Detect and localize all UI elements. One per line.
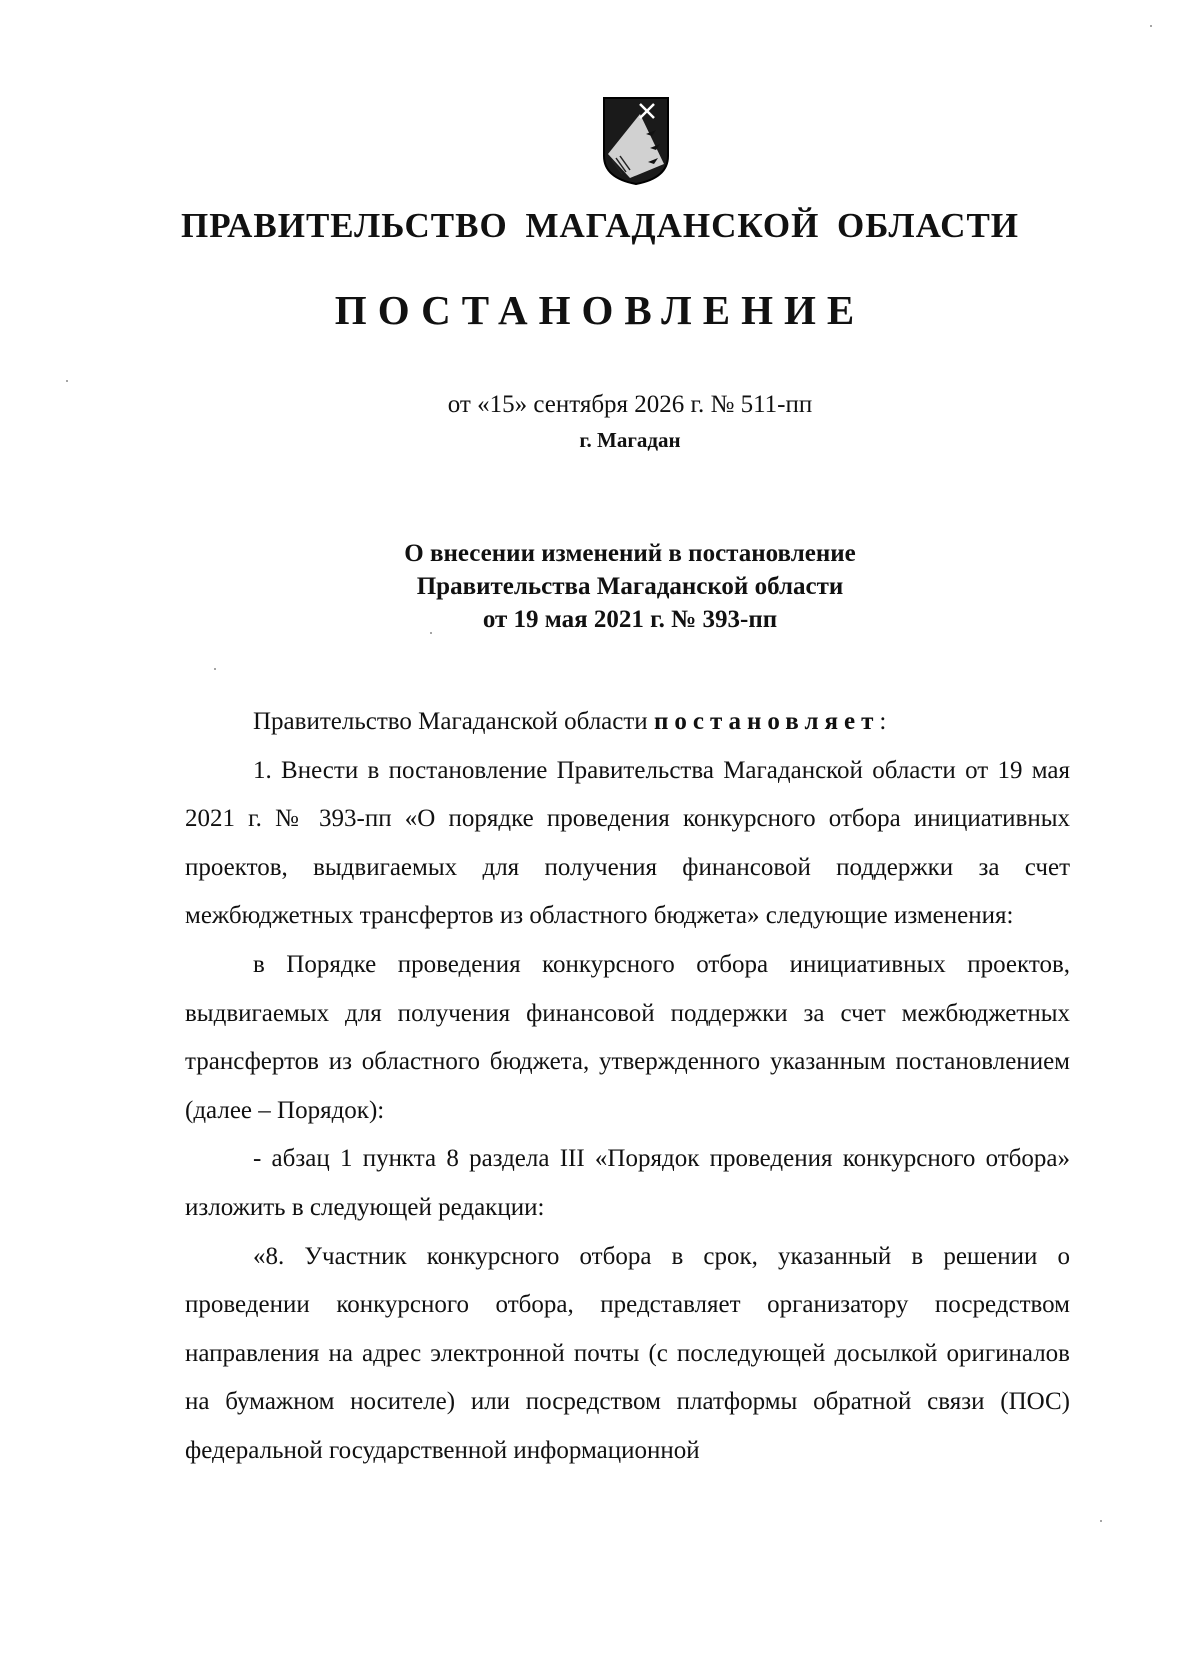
body-paragraph: 1. Внести в постановление Правительства Магаданской области от 19 мая 2021 г. № 393-пп «О порядке проведения конкурсного отбора инициативных проектов, выдвигаемых для получения финансовой поддержки за счет межбюджетных трансфертов из областного бюджета» следующие изменения: bbox=[185, 756, 1070, 930]
intro-paragraph bbox=[185, 698, 1070, 747]
scan-speck bbox=[66, 380, 68, 382]
document-date-number: от «15» сентября 2026 г. № 511-пп bbox=[447, 391, 813, 418]
scan-speck bbox=[430, 632, 432, 634]
document-subject bbox=[0, 537, 1200, 636]
document-type: ПОСТАНОВЛЕНИЕ bbox=[334, 287, 866, 333]
intro-text: Правительство Магаданской области bbox=[253, 708, 648, 735]
body-paragraph: - абзац 1 пункта 8 раздела III «Порядок проведения конкурсного отбора» изложить в следующей редакции: bbox=[185, 1145, 1070, 1221]
scan-speck bbox=[1150, 25, 1152, 27]
coat-of-arms-icon bbox=[600, 94, 672, 186]
intro-keyword: постановляет bbox=[653, 708, 880, 735]
organization-title: ПРАВИТЕЛЬСТВО МАГАДАНСКОЙ ОБЛАСТИ bbox=[180, 206, 1020, 245]
subject-line: от 19 мая 2021 г. № 393-пп bbox=[482, 606, 778, 633]
scan-speck bbox=[214, 668, 216, 670]
document-body bbox=[185, 698, 1070, 1476]
intro-colon: : bbox=[879, 708, 887, 735]
body-paragraph: «8. Участник конкурсного отбора в срок, указанный в решении о проведении конкурсного отбора, представляет организатору посредством направления на адрес электронной почты (с последующей досылкой оригиналов на бумажном носителе) или посредством платформы обратной связи (ПОС) федеральной государственной информационной bbox=[185, 1242, 1070, 1464]
document-city: г. Магадан bbox=[579, 428, 681, 452]
subject-line: О внесении изменений в постановление bbox=[404, 540, 856, 567]
body-paragraph: в Порядке проведения конкурсного отбора инициативных проектов, выдвигаемых для получения финансовой поддержки за счет межбюджетных трансфертов из областного бюджета, утвержденного указанным постановлением (далее – Порядок): bbox=[185, 950, 1070, 1124]
scan-speck bbox=[1100, 1520, 1102, 1522]
subject-line: Правительства Магаданской области bbox=[416, 573, 844, 600]
